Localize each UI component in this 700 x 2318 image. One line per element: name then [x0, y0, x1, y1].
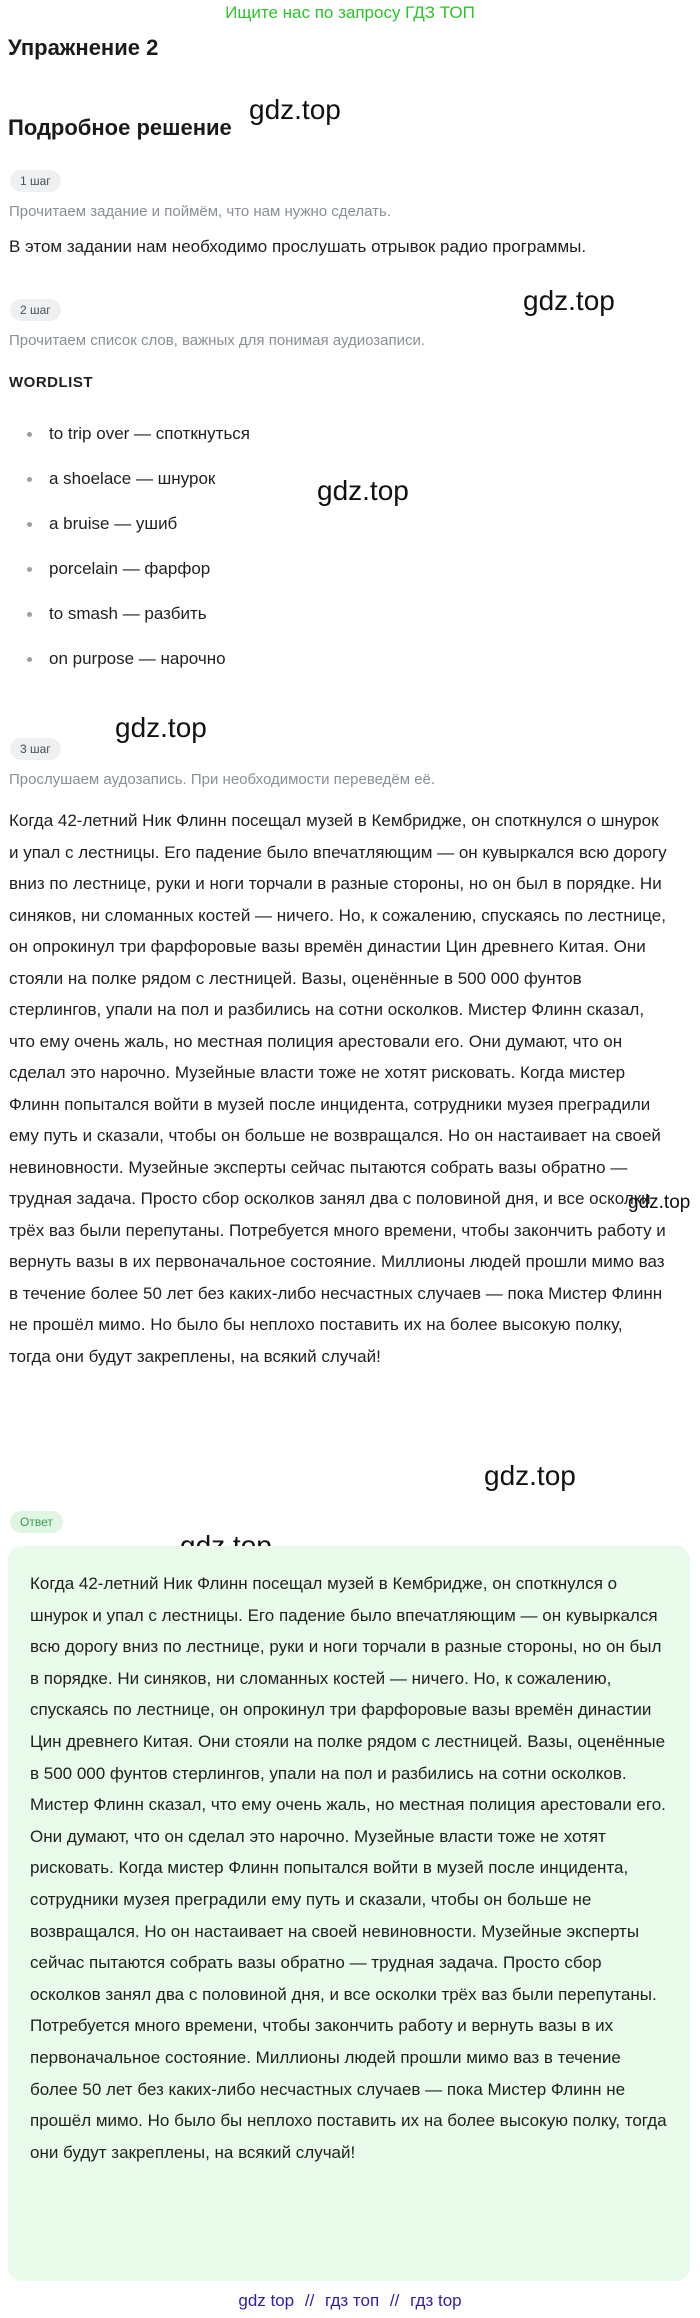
footer-separator: // — [304, 2291, 315, 2310]
step-2-caption: Прочитаем список слов, важных для понимая аудиозаписи. — [9, 332, 426, 349]
answer-box — [8, 1546, 690, 2281]
answer-badge: Ответ — [10, 1511, 63, 1533]
wordlist-item: on purpose — нарочно — [25, 648, 665, 693]
footer-links — [0, 2290, 700, 2312]
wordlist-item: porcelain — фарфор — [25, 558, 665, 603]
watermark: gdz.top — [317, 475, 409, 506]
step-1-badge: 1 шаг — [10, 170, 61, 192]
watermark: gdz.top — [628, 1192, 691, 1213]
exercise-title: Упражнение 2 — [8, 35, 159, 60]
wordlist-item: a shoelace — шнурок — [25, 468, 665, 513]
search-banner: Ищите нас по запросу ГДЗ ТОП — [225, 3, 475, 22]
wordlist-item: a bruise — ушиб — [25, 513, 665, 558]
step-3-caption: Прослушаем аудозапись. При необходимости переведём её. — [9, 771, 436, 788]
answer-text: Когда 42-летний Ник Флинн посещал музей в Кембридже, он споткнулся о шнурок и упал с лестницы. Его падение было впечатляющим — он кувыркался всю дорогу вниз по лестнице, руки и ноги торчали в разные стороны, но он был в порядке. Ни синяков, ни сломанных костей — ничего. Но, к сожалению, спускаясь по лестнице, он опрокинул три фарфоровые вазы времён династии Цин древнего Китая. Они стояли на полке рядом с лестницей. Вазы, оценённые в 500 000 фунтов стерлингов, упали на пол и разбились на сотни осколков. Мистер Флинн сказал, что ему очень жаль, но местная полиция арестовали его. Они думают, что он сделал это нарочно. Музейные власти тоже не хотят рисковать. Когда мистер Флинн попытался войти в музей после инцидента, сотрудники музея преградили ему путь и сказали, чтобы он больше не возвращался. Но он настаивает на своей невиновности. Музейные эксперты сейчас пытаются собрать вазы обратно — трудная задача. Просто сбор осколков занял два с половиной дня, и все осколки трёх ваз были перепутаны. Потребуется много времени, чтобы закончить работу и вернуть вазы в их первоначальное состояние. Миллионы людей прошли мимо ваз в течение более 50 лет без каких-либо несчастных случаев — пока Мистер Флинн не прошёл мимо. Но было бы неплохо поставить их на более высокую полку, тогда они будут закреплены, на всякий случай! — [30, 1574, 667, 2162]
wordlist-title: WORDLIST — [9, 374, 93, 391]
watermark: gdz.top — [484, 1460, 576, 1491]
wordlist-item: to trip over — споткнуться — [25, 423, 665, 468]
wordlist-item: to smash — разбить — [25, 603, 665, 648]
solution-title: Подробное решение — [8, 115, 232, 140]
step-1-caption: Прочитаем задание и поймём, что нам нужно сделать. — [9, 203, 392, 220]
wordlist — [25, 423, 665, 693]
footer-separator: // — [389, 2291, 400, 2310]
watermark: gdz.top — [249, 94, 341, 125]
step-1-body: В этом задании нам необходимо прослушать отрывок радио программы. — [9, 237, 587, 256]
step-3-translation: Когда 42-летний Ник Флинн посещал музей в Кембридже, он споткнулся о шнурок и упал с лестницы. Его падение было впечатляющим — он кувыркался всю дорогу вниз по лестнице, руки и ноги торчали в разные стороны, но он был в порядке. Ни синяков, ни сломанных костей — ничего. Но, к сожалению, спускаясь по лестнице, он опрокинул три фарфоровые вазы времён династии Цин древнего Китая. Они стояли на полке рядом с лестницей. Вазы, оценённые в 500 000 фунтов стерлингов, упали на пол и разбились на сотни осколков. Мистер Флинн сказал, что ему очень жаль, но местная полиция арестовали его. Они думают, что он сделал это нарочно. Музейные власти тоже не хотят рисковать. Когда мистер Флинн попытался войти в музей после инцидента, сотрудники музея преградили ему путь и сказали, чтобы он больше не возвращался. Но он настаивает на своей невиновности. Музейные эксперты сейчас пытаются собрать вазы обратно — трудная задача. Просто сбор осколков занял два с половиной дня, и все осколки трёх ваз были перепутаны. Потребуется много времени, чтобы закончить работу и вернуть вазы в их первоначальное состояние. Миллионы людей прошли мимо ваз в течение более 50 лет без каких-либо несчастных случаев — пока Мистер Флинн не прошёл мимо. Но было бы неплохо поставить их на более высокую полку, тогда они будут закреплены, на всякий случай! — [9, 811, 667, 1366]
step-3-badge: 3 шаг — [10, 738, 61, 760]
watermark: gdz.top — [523, 285, 615, 316]
watermark: gdz.top — [115, 712, 207, 743]
step-2-badge: 2 шаг — [10, 299, 61, 321]
footer-link-gdz-top-mixed[interactable]: гдз top — [410, 2291, 462, 2310]
footer-link-gdz-top-ru[interactable]: гдз топ — [325, 2291, 380, 2310]
footer-link-gdz-top[interactable]: gdz top — [238, 2291, 295, 2310]
